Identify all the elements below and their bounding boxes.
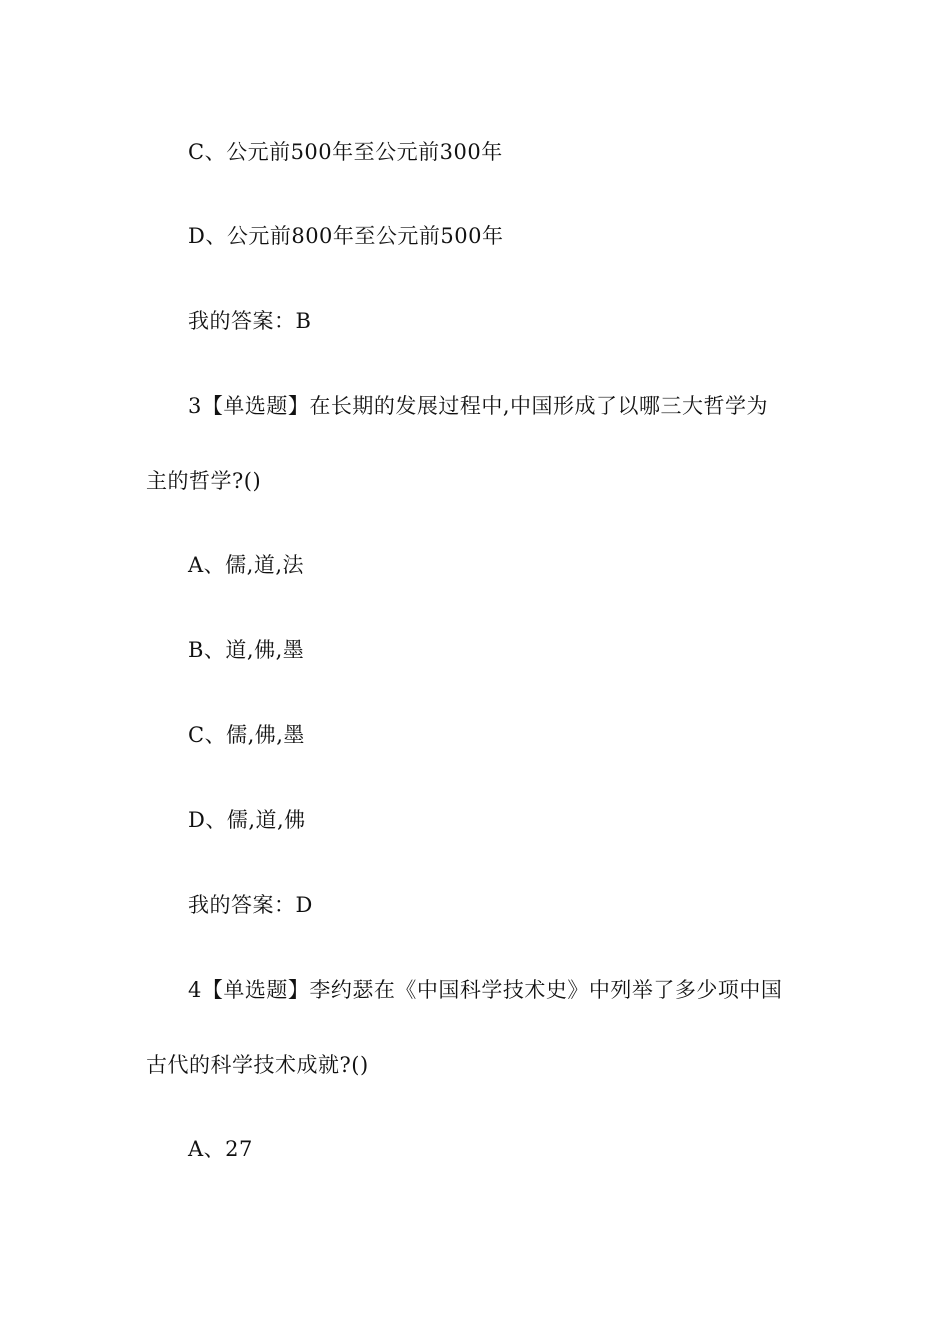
my-answer: 我的答案：B [188, 309, 312, 333]
question-4-line-2: 古代的科学技术成就?() [146, 1053, 369, 1077]
option-d: D、儒,道,佛 [188, 808, 306, 832]
option-a: A、儒,道,法 [188, 553, 305, 577]
option-c: C、儒,佛,墨 [188, 723, 305, 747]
option-b: B、道,佛,墨 [188, 638, 305, 662]
question-3-line-1: 3【单选题】在长期的发展过程中,中国形成了以哪三大哲学为 [188, 394, 769, 418]
question-4-line-1: 4【单选题】李约瑟在《中国科学技术史》中列举了多少项中国 [188, 978, 783, 1002]
option-c: C、公元前500年至公元前300年 [188, 140, 503, 164]
my-answer: 我的答案：D [188, 893, 313, 917]
question-3-line-2: 主的哲学?() [146, 469, 262, 493]
option-a: A、27 [188, 1137, 253, 1161]
option-d: D、公元前800年至公元前500年 [188, 224, 504, 248]
